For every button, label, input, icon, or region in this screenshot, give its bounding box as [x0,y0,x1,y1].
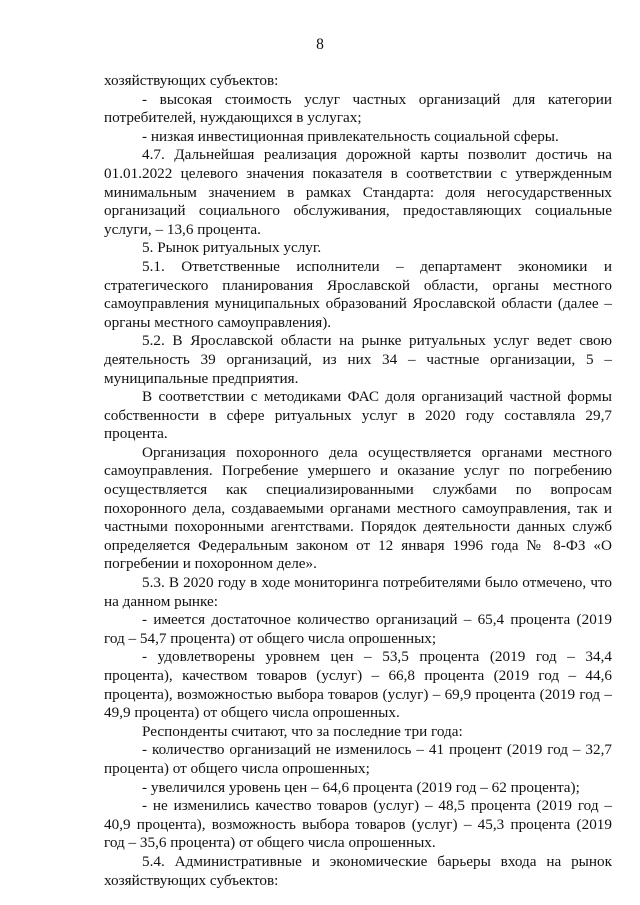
paragraph: - высокая стоимость услуг частных организаций для категории потребителей, нуждающихся в услугах; [104,90,612,127]
paragraph: Организация похоронного дела осуществляется органами местного самоуправления. Погребение умершего и оказание услуг по погребению осуществляется как специализированными службами по вопросам похоронного дела, создаваемыми органами местного самоуправления, так и частными похоронными агентствами. Порядок деятельности данных служб определяется Федеральным законом от 12 января 1996 года № 8-ФЗ «О погребении и похоронном деле». [104,443,612,573]
list-item: - удовлетворены уровнем цен – 53,5 процента (2019 год – 34,4 процента), качеством товаров (услуг) – 66,8 процента (2019 год – 44,6 процента), возможностью выбора товаров (услуг) – 69,9 процента (2019 год – 49,9 процента) от общего числа опрошенных. [104,648,612,722]
paragraph: 5.2. В Ярославской области на рынке ритуальных услуг ведет свою деятельность 39 организаций, из них 34 – частные организации, 5 – муниципальные предприятия. [104,332,612,387]
paragraph: 5.4. Административные и экономические барьеры входа на рынок хозяйствующих субъектов: [104,852,612,889]
list-item: - увеличился уровень цен – 64,6 процента (2019 год – 62 процента); [142,778,580,796]
paragraph: 5.3. В 2020 году в ходе мониторинга потребителями было отмечено, что на данном рынке: [104,574,612,610]
page-number: 8 [316,36,324,53]
list-item: - не изменились качество товаров (услуг) – 48,5 процента (2019 год – 40,9 процента), возможность выбора товаров (услуг) – 45,3 процента (2019 год – 35,6 процента) от общего числа опрошенных. [104,797,612,852]
paragraph: хозяйствующих субъектов: [104,72,279,89]
document-body [104,72,612,890]
paragraph: В соответствии с методиками ФАС доля организаций частной формы собственности в сфере ритуальных услуг в 2020 году составляла 29,7 процента. [104,388,612,443]
paragraph: - низкая инвестиционная привлекательность социальной сферы. [142,127,559,145]
list-item: - количество организаций не изменилось – 41 процент (2019 год – 32,7 процента) от общего числа опрошенных; [104,741,612,777]
paragraph: 4.7. Дальнейшая реализация дорожной карты позволит достичь на 01.01.2022 целевого значения показателя в соответствии с утвержденным минимальным значением в рамках Стандарта: доля негосударственных организаций социального обслуживания, предоставляющих социальные услуги, – 13,6 процента. [104,146,612,238]
section-heading: 5. Рынок ритуальных услуг. [142,239,322,257]
paragraph: Респонденты считают, что за последние три года: [142,722,463,740]
list-item: - имеется достаточное количество организаций – 65,4 процента (2019 год – 54,7 процента) от общего числа опрошенных; [104,611,612,647]
paragraph: 5.1. Ответственные исполнители – департамент экономики и стратегического планирования Ярославской области, органы местного самоуправления муниципальных образований Ярославской области (далее – органы местного самоуправления). [104,257,612,331]
